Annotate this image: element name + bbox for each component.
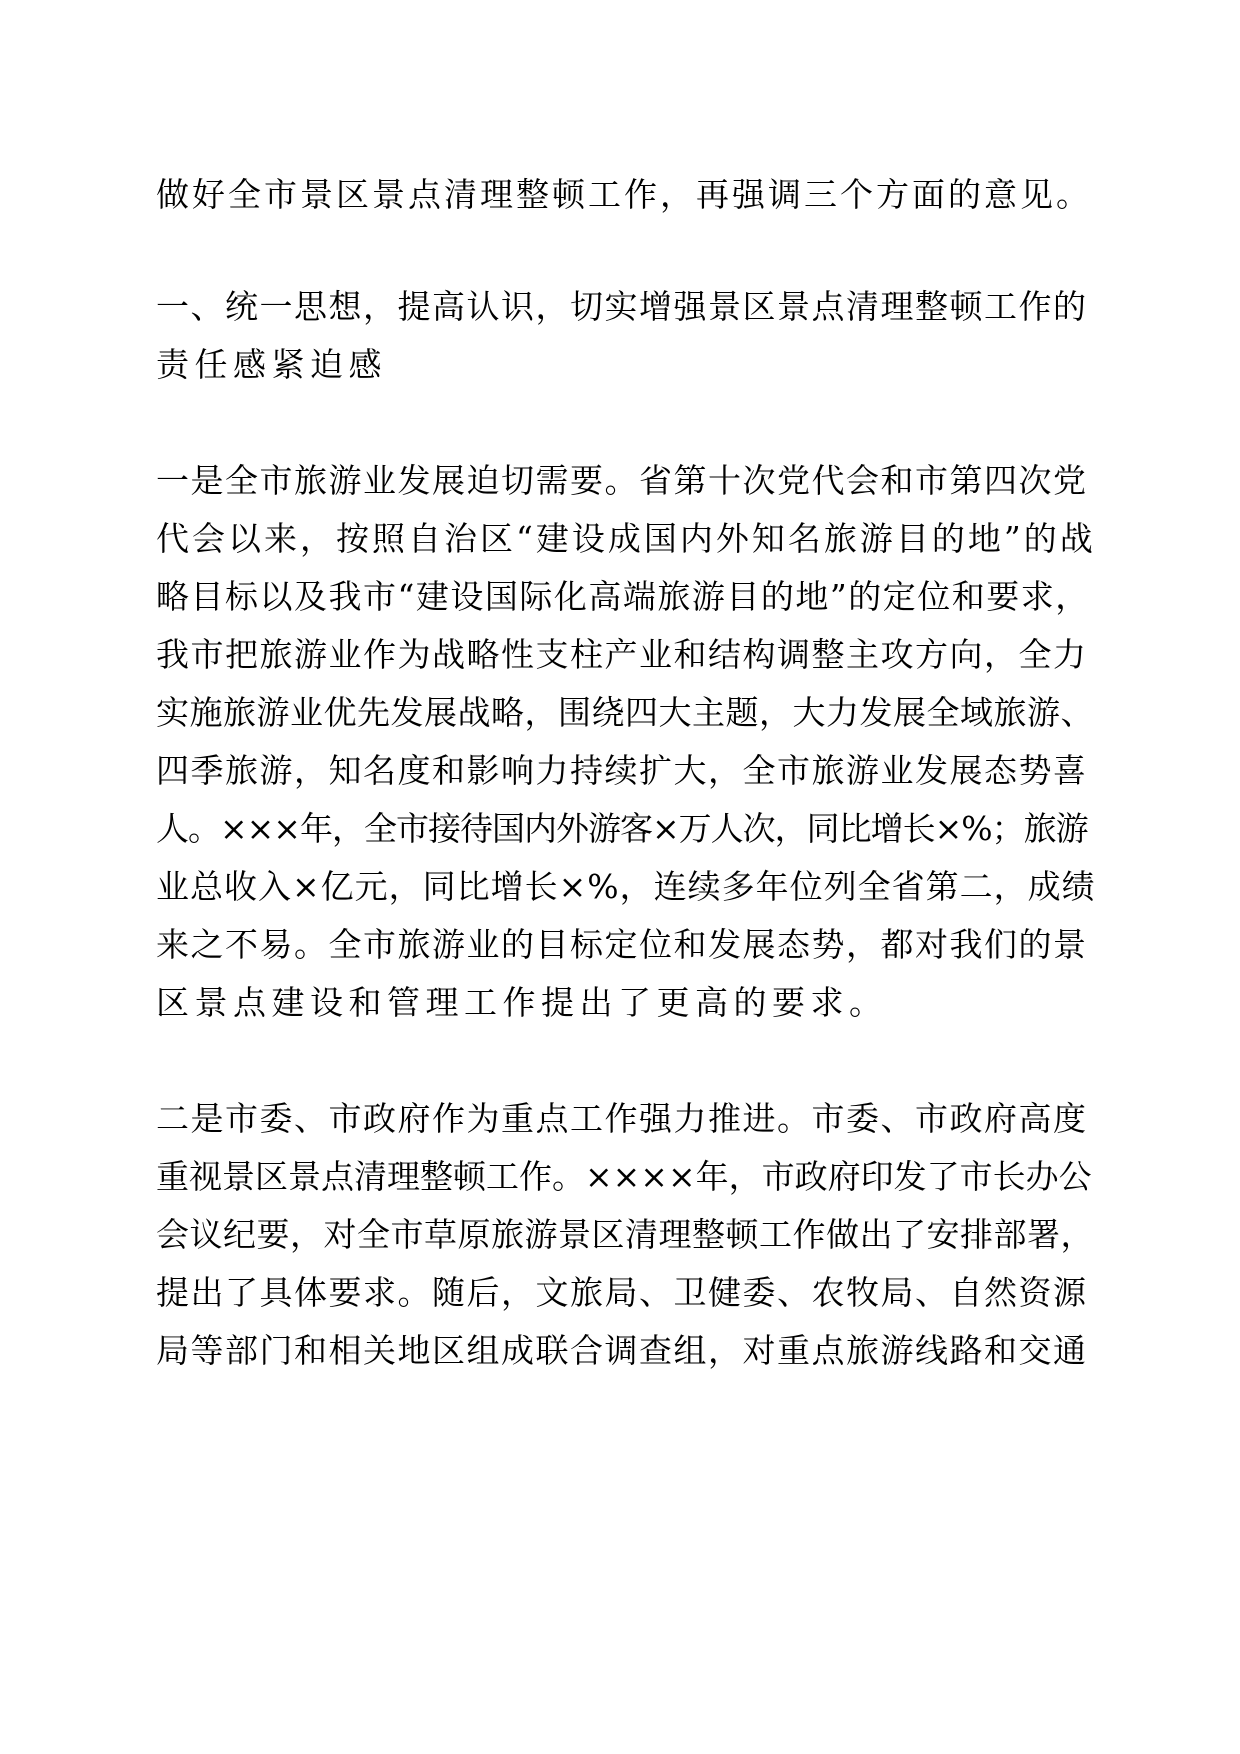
- paragraph-line: 局等部门和相关地区组成联合调查组，对重点旅游线路和交通: [156, 1331, 1088, 1370]
- paragraph-line: 提出了具体要求。随后，文旅局、卫健委、农牧局、自然资源: [156, 1273, 1088, 1312]
- heading-line: 一、统一思想，提高认识，切实增强景区景点清理整顿工作的: [156, 287, 1088, 326]
- paragraph-line: 会议纪要，对全市草原旅游景区清理整顿工作做出了安排部署，: [156, 1215, 1094, 1254]
- paragraph-line: 重视景区景点清理整顿工作。××××年，市政府印发了市长办公: [156, 1157, 1092, 1196]
- paragraph-line: 代会以来，按照自治区“建设成国内外知名旅游目的地”的战: [156, 519, 1096, 558]
- paragraph-line: 略目标以及我市“建设国际化高端旅游目的地”的定位和要求，: [156, 577, 1090, 616]
- paragraph-line: 人。×××年，全市接待国内外游客×万人次，同比增长×%；旅游: [156, 809, 1088, 848]
- paragraph-line: 业总收入×亿元，同比增长×%，连续多年位列全省第二，成绩: [156, 867, 1096, 906]
- paragraph-line: 一是全市旅游业发展迫切需要。省第十次党代会和市第四次党: [156, 461, 1088, 500]
- paragraph-line: 二是市委、市政府作为重点工作强力推进。市委、市政府高度: [156, 1099, 1088, 1138]
- paragraph-line: 来之不易。全市旅游业的目标定位和发展态势，都对我们的景: [156, 925, 1088, 964]
- heading-line: 责任感紧迫感: [156, 345, 387, 384]
- paragraph-line: 四季旅游，知名度和影响力持续扩大，全市旅游业发展态势喜: [156, 751, 1088, 790]
- intro-line: 做好全市景区景点清理整顿工作，再强调三个方面的意见。: [156, 175, 1092, 214]
- paragraph-line: 区景点建设和管理工作提出了更高的要求。: [156, 983, 888, 1022]
- paragraph-line: 实施旅游业优先发展战略，围绕四大主题，大力发展全域旅游、: [156, 693, 1094, 732]
- paragraph-line: 我市把旅游业作为战略性支柱产业和结构调整主攻方向，全力: [156, 635, 1088, 674]
